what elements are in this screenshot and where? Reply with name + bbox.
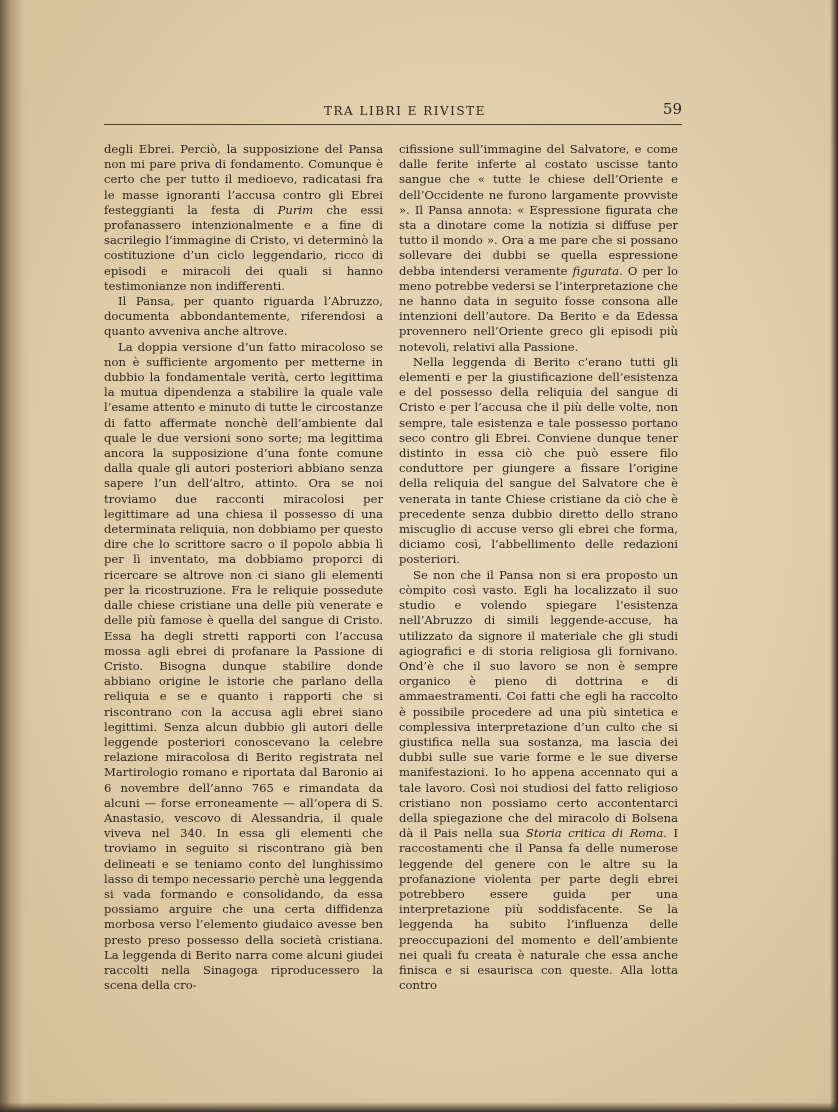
paragraph: [399, 142, 678, 355]
paragraph: [104, 142, 383, 294]
running-header: [104, 98, 682, 122]
paragraph: [399, 568, 678, 994]
paragraph-text: O per lo meno potrebbe vedersi se l’interpretazione che ne hanno data in seguito fosse consona alle intenzioni dell’autore. Da Berito e da Edessa provennero nell’Oriente greco gli episodi più notevoli, relativi alla Passione.: [399, 263, 679, 354]
page-bottom-shadow: [0, 1102, 838, 1112]
paragraph-text: cifissione sull’immagine del Salvatore, e come dalle ferite inferte al costato uscisse tanto sangue che « tutte le chiese dell’Oriente e dell’Occidente ne furono largamente provviste ». Il Pansa annota: « Espressione figurata che sta a dinotare come la notizia si diffuse per tutto il mondo ». Ora a me pare che si possano sollevare dei dubbi se quella espressione debba intendersi veramente: [399, 142, 678, 278]
paragraph: La doppia versione d’un fatto miracoloso se non è sufficiente argomento per metterne in dubbio la fondamentale verità, certo legittima la mutua dipendenza a stabilire la quale vale l’esame attento e minuto di tutte le circostanze di fatto affermate nonchè dell’ambiente dal quale le due versioni sono sorte; ma legittima ancora la supposizione d’una fonte comune dalla quale gli autori posteriori abbiano senza sapere l’un dell’altro, attinto. Ora se noi troviamo due racconti miracolosi per legittimare ad una chiesa il possesso di una determinata reliquia, non dobbiamo per questo dire che lo scrittore sacro o il popolo abbia lì per lì inventato, ma dobbiamo proporci di ricercare se altrove non ci siano gli elementi per la ricostruzione. Fra le reliquie possedute dalle chiese cristiane una delle più venerate e delle più famose è quella del sangue di Cristo. Essa ha degli stretti rapporti con l’accusa mossa agli ebrei di profanare la Passione di Cristo. Bisogna dunque stabilire donde abbiano origine le istorie che parlano della reliquia e se e quanto i rapporti che si riscontrano con la accusa agli ebrei siano legittimi. Senza alcun dubbio gli autori delle leggende posteriori conoscevano la celebre relazione miracolosa di Berito registrata nel Martirologio romano e riportata dal Baronio ai 6 novembre dell’anno 765 e rimandata da alcuni — forse erroneamente — all’opera di S. Anastasio, vescovo di Alessandria, il quale viveva nel 340. In essa gli elementi che troviamo in seguito si riscontrano già ben delineati e se teniamo conto del lunghissimo lasso di tempo necessario perchè una leggenda si vada formando e consolidando, da essa possiamo arguire che una certa diffidenza morbosa verso l’elemento giudaico avesse ben presto preso possesso della società cristiana. La leggenda di Berito narra come alcuni giudei raccolti nella Sinagoga riproducessero la scena della cro-: [104, 339, 383, 993]
italic-term: figurata.: [572, 263, 623, 278]
page-edge-shadow: [830, 0, 838, 1112]
book-spine-shadow: [0, 0, 30, 1112]
paragraph: Il Pansa, per quanto riguarda l’Abruzzo, documenta abbondantemente, riferendosi a quanto avveniva anche altrove.: [104, 294, 383, 339]
paragraph-text: degli Ebrei. Perciò, la supposizione del Pansa non mi pare priva di fondamento. Comunque è certo che per tutto il medioevo, radicatasi fra le masse ignoranti l’accusa contro gli Ebrei festeggianti la festa di: [104, 142, 383, 217]
paragraph-text: che essi profanassero intenzionalmente e a fine di sacrilegio l’immagine di Cristo, vi determinò la costituzione d’un ciclo leggendario, ricco di episodi e miracoli dei quali si hanno testimonianze non indifferenti.: [104, 202, 384, 293]
left-column: [104, 142, 383, 993]
italic-title: Storia critica di Roma.: [525, 826, 667, 841]
page-number: 59: [662, 100, 682, 118]
italic-term: Purim: [277, 202, 314, 217]
header-rule: [104, 124, 682, 125]
paragraph-text: Se non che il Pansa non si era proposto un còmpito così vasto. Egli ha localizzato il suo studio e volendo spiegare l’esistenza nell’Abruzzo di simili leggende-accuse, ha utilizzato da signore il materiale che gli studi agiografici e di storia religiosa gli fornivano. Ond’è che il suo lavoro se non è sempre organico è pieno di dottrina e di ammaestramenti. Coi fatti che egli ha raccolto è possibile procedere ad una più sintetica e complessiva interpretazione d’un culto che si giustifica nella sua sostanza, ma lascia dei dubbi sulle sue varie forme e le sue diverse manifestazioni. Io ho appena accennato qui a tale lavoro. Così noi studiosi del fatto religioso cristiano non possiamo certo accontentarci della spiegazione che del miracolo di Bolsena dà il Pais nella sua: [399, 567, 678, 841]
paragraph-text: I raccostamenti che il Pansa fa delle numerose leggende del genere con le altre su la profanazione violenta per parte degli ebrei potrebbero essere guida per una interpretazione più soddisfacente. Se la leggenda ha subito l’influenza delle preoccupazioni del momento e dell’ambiente nei quali fu creata è naturale che essa anche finisca e si esaurisca con queste. Alla lotta contro: [399, 826, 679, 993]
right-column: [399, 142, 678, 993]
running-title: TRA LIBRI E RIVISTE: [324, 104, 486, 118]
paragraph: Nella leggenda di Berito c’erano tutti gli elementi e per la giustificazione dell’esistenza e del possesso della reliquia del sangue di Cristo e per l’accusa che il più delle volte, non sempre, tale esistenza e tale possesso portano seco contro gli Ebrei. Conviene dunque tener distinto in essa ciò che può essere filo conduttore per giungere a fissare l’origine della reliquia del sangue del Salvatore che è venerata in tante Chiese cristiane da ciò che è precedente senza dubbio diretto dello strano miscuglio di accuse verso gli ebrei che forma, diciamo così, l’abbellimento delle redazioni posteriori.: [399, 354, 678, 567]
